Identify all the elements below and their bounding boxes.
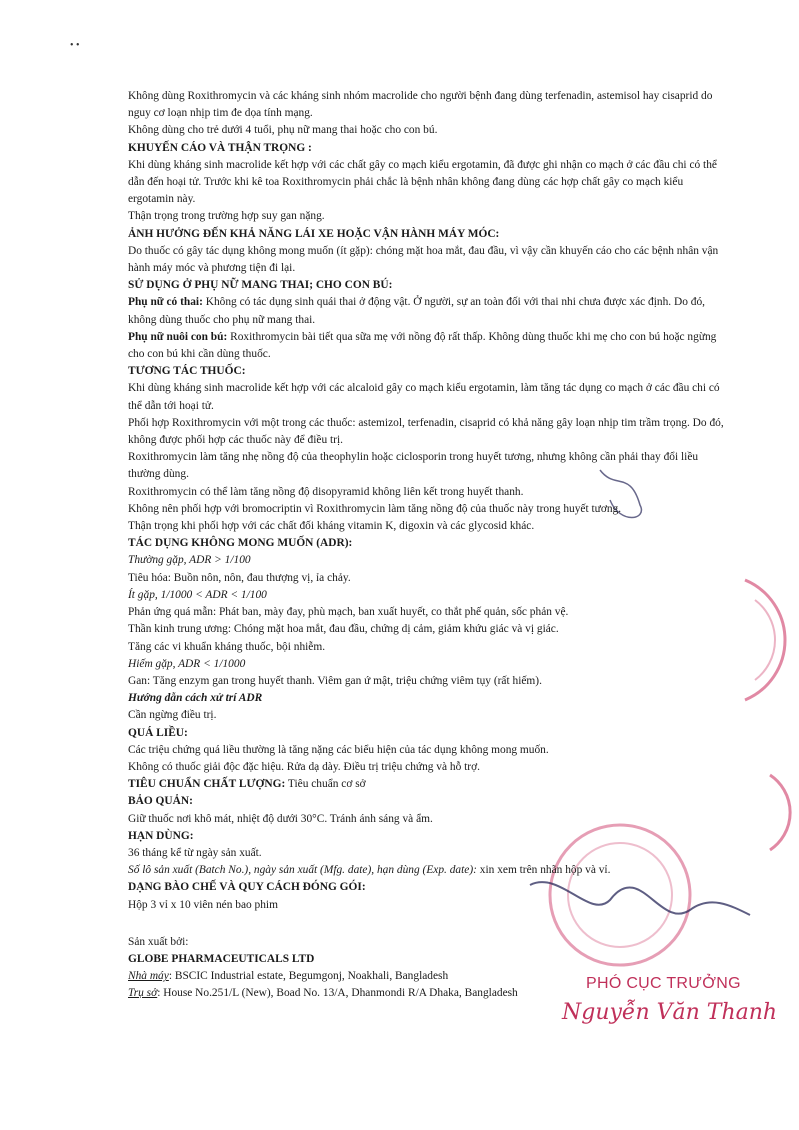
overdose-2: Không có thuốc giải độc đặc hiệu. Rửa dạ dày. Điều trị triệu chứng và hỗ trợ. (128, 760, 480, 773)
manufacturer-label: Sản xuất bởi: (128, 935, 189, 948)
adr-common-text: Tiêu hóa: Buồn nôn, nôn, đau thượng vị, ỉa chảy. (128, 571, 351, 584)
signer-name: Nguyễn Văn Thanh (562, 1000, 778, 1025)
warnings-heading: KHUYẾN CÁO VÀ THẬN TRỌNG : (128, 141, 312, 154)
interaction-6: Thận trọng khi phối hợp với các chất đối kháng vitamin K, digoxin và các glycosid khác. (128, 520, 535, 533)
expiry-text: 36 tháng kể từ ngày sản xuất. (128, 846, 262, 859)
contraindication-2: Không dùng cho trẻ dưới 4 tuổi, phụ nữ mang thai hoặc cho con bú. (128, 124, 438, 137)
adr-guide-text: Cần ngừng điều trị. (128, 709, 217, 722)
nursing-label: Phụ nữ nuôi con bú: (128, 330, 228, 343)
storage-heading: BẢO QUẢN: (128, 795, 193, 808)
factory-label: Nhà máy (128, 970, 169, 983)
expiry-note-italic: Số lô sản xuất (Batch No.), ngày sản xuất (Mfg. date), hạn dùng (Exp. date): (128, 864, 477, 877)
driving-text: Do thuốc có gây tác dụng không mong muốn (ít gặp): chóng mặt hoa mắt, đau đầu, vì vậy cần khuyến cáo cho các bệnh nhân vận hành máy móc và phương tiện đi lại. (128, 244, 719, 275)
contraindication-1: Không dùng Roxithromycin và các kháng sinh nhóm macrolide cho người bệnh đang dùng terfenadin, astemisol hay cisaprid do nguy cơ loạn nhịp tim đe dọa tính mạng. (128, 90, 713, 120)
document-body (128, 88, 728, 1003)
adr-uncommon-label: Ít gặp, 1/1000 < ADR < 1/100 (128, 588, 267, 601)
interactions-heading: TƯƠNG TÁC THUỐC: (128, 365, 246, 378)
expiry-note (128, 862, 728, 879)
expiry-note-normal: xin xem trên nhãn hộp và vỉ. (476, 864, 611, 877)
pregnancy-heading: SỬ DỤNG Ở PHỤ NỮ MANG THAI; CHO CON BÚ: (128, 279, 393, 292)
packaging-text: Hộp 3 vỉ x 10 viên nén bao phim (128, 898, 278, 911)
nursing-text: Roxithromycin bài tiết qua sữa mẹ với nồng độ rất thấp. Không dùng thuốc khi mẹ cho con bú hoặc ngừng cho con bú khi cần dùng thuốc. (128, 330, 717, 361)
office-label: Trụ sở (128, 987, 158, 1000)
pregnant-label: Phụ nữ có thai: (128, 296, 203, 309)
adr-heading: TÁC DỤNG KHÔNG MONG MUỐN (ADR): (128, 537, 353, 550)
overdose-heading: QUÁ LIỀU: (128, 726, 188, 739)
adr-rare-label: Hiếm gặp, ADR < 1/1000 (128, 657, 246, 670)
packaging-heading: DẠNG BÀO CHẾ VÀ QUY CÁCH ĐÓNG GÓI: (128, 881, 366, 894)
interaction-5: Không nên phối hợp với bromocriptin vì Roxithromycin làm tăng nồng độ của thuốc này trong huyết tương. (128, 502, 622, 515)
interaction-2: Phối hợp Roxithromycin với một trong các thuốc: astemizol, terfenadin, cisaprid có khả năng gây loạn nhịp tim trầm trọng. Do đó, không được phối hợp các thuốc này để điều trị. (128, 416, 724, 447)
nursing-paragraph (128, 329, 728, 363)
adr-uncommon-3: Tăng các vi khuẩn kháng thuốc, bội nhiễm. (128, 640, 326, 653)
quality-paragraph (128, 776, 728, 793)
adr-common-label: Thường gặp, ADR > 1/100 (128, 554, 251, 567)
adr-guide-label: Hướng dẫn cách xử trí ADR (128, 692, 263, 705)
quality-heading: TIÊU CHUẨN CHẤT LƯỢNG: (128, 778, 286, 791)
driving-heading: ẢNH HƯỞNG ĐẾN KHẢ NĂNG LÁI XE HOẶC VẬN HÀNH MÁY MÓC: (128, 227, 500, 240)
storage-text: Giữ thuốc nơi khô mát, nhiệt độ dưới 30°C. Tránh ánh sáng và ẩm. (128, 812, 433, 825)
adr-uncommon-2: Thần kinh trung ương: Chóng mặt hoa mắt, đau đầu, chứng dị cảm, giảm khứu giác và vị giác. (128, 623, 559, 636)
interaction-1: Khi dùng kháng sinh macrolide kết hợp với các alcaloid gây co mạch kiểu ergotamin, làm tăng tác dụng co mạch ở các đầu chi có thể dẫn tới hoại tử. (128, 382, 720, 412)
quality-text: Tiêu chuẩn cơ sở (285, 778, 366, 791)
manufacturer-name: GLOBE PHARMACEUTICALS LTD (128, 952, 315, 965)
top-mark: • • (70, 40, 80, 51)
factory-text: : BSCIC Industrial estate, Begumgonj, Noakhali, Bangladesh (168, 970, 449, 983)
spacer (128, 914, 728, 934)
interaction-4: Roxithromycin có thể làm tăng nồng độ disopyramid không liên kết trong huyết thanh. (128, 485, 524, 498)
signer-title: PHÓ CỤC TRƯỞNG (586, 975, 741, 992)
adr-rare-text: Gan: Tăng enzym gan trong huyết thanh. Viêm gan ứ mật, triệu chứng viêm tụy (rất hiếm). (128, 674, 542, 687)
warnings-paragraph-1: Khi dùng kháng sinh macrolide kết hợp với các chất gây co mạch kiểu ergotamin, đã được ghi nhận co mạch ở các đầu chi có thể dẫn đến hoại tử. Trước khi kê toa Roxithromycin phải chắc là bệnh nhân không đang dùng các hợp chất gây co mạch kiểu ergotamin này. (128, 158, 717, 206)
adr-uncommon-1: Phản ứng quá mẫn: Phát ban, mày đay, phù mạch, ban xuất huyết, co thắt phế quản, sốc phản vệ. (128, 606, 569, 619)
pregnant-text: Không có tác dụng sinh quái thai ở động vật. Ở người, sự an toàn đối với thai nhi chưa được xác định. Do đó, không dùng thuốc cho phụ nữ mang thai. (128, 296, 705, 326)
office-text: : House No.251/L (New), Boad No. 13/A, Dhanmondi R/A Dhaka, Bangladesh (157, 987, 518, 1000)
pregnant-paragraph (128, 294, 728, 328)
overdose-1: Các triệu chứng quá liều thường là tăng nặng các biểu hiện của tác dụng không mong muốn. (128, 743, 549, 756)
interaction-3: Roxithromycin làm tăng nhẹ nồng độ của theophylin hoặc ciclosporin trong huyết tương, nhưng không cần phải thay đổi liều thường dùng. (128, 451, 699, 481)
expiry-heading: HẠN DÙNG: (128, 829, 194, 842)
warnings-paragraph-2: Thận trọng trong trường hợp suy gan nặng. (128, 210, 325, 223)
